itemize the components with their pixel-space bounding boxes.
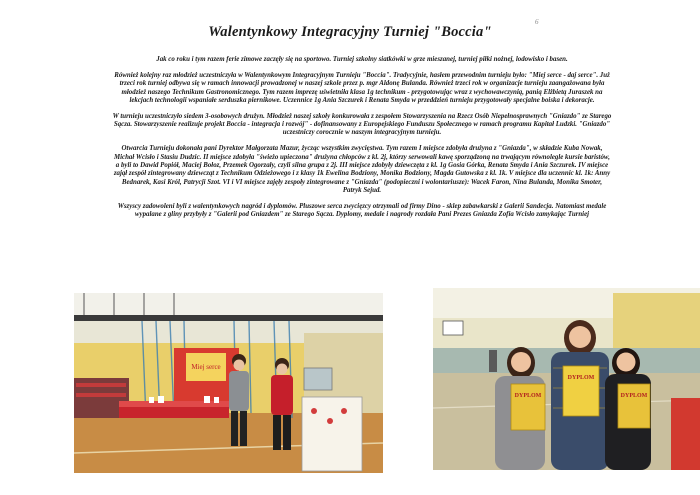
banner-text: Miej serce: [191, 363, 221, 371]
article-title: Walentynkowy Integracyjny Turniej "Boccia": [208, 24, 492, 40]
diploma-text-1: DYPLOM: [514, 393, 542, 399]
page-number-mark: 6: [535, 18, 539, 26]
paragraph-awards: Wszyscy zadowoleni byli z walentynkowych nagród i dyplomów. Pluszowe serca zwycięzcy otrzymali od firmy Dino - sklep zabawkarski z Galerii Sandecja. Natomiast medale wypalane z gliny przybyły z "Galerii pod Gniazdem" ze Starego Sącza. Dyplomy, medale i nagrody rozdała Pani Prezes Gniazda Zofia Wcisło zamykając Turniej: [117, 202, 607, 219]
photo-gym-table: [74, 293, 383, 473]
article-body: [112, 56, 612, 227]
diploma-text-3: DYPLOM: [620, 393, 648, 399]
paragraph-results: Otwarcia Turnieju dokonała pani Dyrektor Małgorzata Mazur, życząc wszystkim zwycięstwa. Tym razem I miejsce zdobyła drużyna z "Gniazda", w składzie Kuba Nowak, Michał Wcisło i Stasiu Dudzic. II miejsce zdobyła "świeżo upieczona" drużyna chłopców z kl. 2j, którzy serwowali kawę sporządzoną na trwającym równolegle kursie baristów, a byli to Dawid Popiół, Maciej Bołoz, Przemek Ogorzały, czyli silna grupa z 2j. III miejsce zdobyły dziewczęta z kl. 1g Gosia Górka, Renata Smyda i Ania Szczurek. IV miejsce zajął zespół zintegrowany dziewcząt z Technikum Odzieżowego i z klasy 1k Ewelina Bodziony, Monika Bodziony, Magda Gutowska z kl. 1k. V miejsce dla uczennic kl. 1k: Anny Bednarek, Kasi Król, Patrycji Szot. VI i VI miejsce zajęły zespoły zintegrowane z "Gniazda" (podopieczni i wolontariusze): Wacek Faron, Nina Bulanda, Monika Smoter, Patryk Sejud.: [113, 145, 611, 195]
paragraph-intro: Jak co roku i tym razem ferie zimowe zaczęły się na sportowo. Turniej szkolny siatkówki w grze mieszanej, turniej piłki nożnej, lodowisko i basen.: [156, 56, 568, 63]
photo-girls-diplomas: [433, 288, 700, 470]
diploma-text-2: DYPLOM: [567, 375, 595, 381]
paragraph-tournament: Również kolejny raz młodzież uczestniczyła w Walentynkowym Integracyjnym Turnieju "Boccia". Tradycyjnie, hasłem przewodnim turnieju było: "Miej serce - daj serce". Już trzeci rok turniej odbywa się w ramach innowacji prowadzonej w naszej szkole przez p. mgr Aldonę Bulanda. Również trzeci rok w organizacje turnieju zaangażowana była młodzież naszego Technikum Gastronomicznego. Tym razem imprezę uświetniła klasa 1g technikum - przygotowując wraz z wychowawczynią, panią Elżbietą Juraszek na lekcjach technologii wspaniałe serduszka piernikowe. Uczennice 1g Ania Szczurek i Renata Smyda w przeddzień turnieju przygotowały specjalne boiska i dekoracje.: [114, 71, 610, 104]
paragraph-teams: W turnieju uczestniczyło siedem 3-osobowych drużyn. Młodzież naszej szkoły konkurowała z zespołem Stowarzyszenia na Rzecz Osób Niepełnosprawnych "Gniazdo" ze Starego Sącza. Stowarzyszenie realizuje projekt Boccia - integracja i rozwój" - dofinansowany z Europejskiego Funduszu Społecznego w ramach programu Kapitał Ludzki. "Gniazdo" uczestniczy corocznie w naszym integracyjnym turnieju.: [112, 112, 612, 137]
